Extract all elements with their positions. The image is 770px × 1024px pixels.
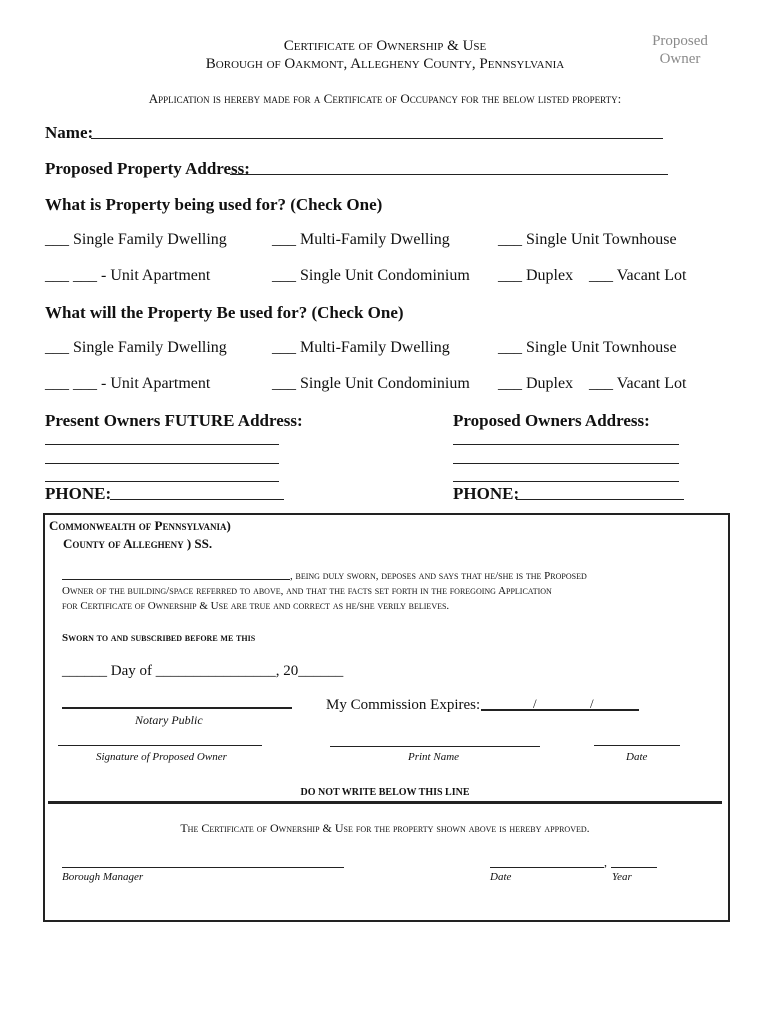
- present-address-line-1[interactable]: [45, 444, 279, 445]
- do-not-write-label: DO NOT WRITE BELOW THIS LINE: [300, 787, 470, 798]
- name-label: Name:: [45, 123, 94, 142]
- future-use-question: What will the Property Be used for? (Check One): [45, 303, 404, 322]
- affidavit-line-3: for Certificate of Ownership & Use are true and correct as he/she verily believes.: [62, 600, 450, 612]
- county-label: County of Allegheny ) SS.: [63, 536, 213, 551]
- present-owner-phone-line[interactable]: [110, 499, 284, 500]
- future-use-duplex[interactable]: ___ Duplex: [498, 375, 574, 392]
- day-of-month: ________________, 20: [155, 663, 299, 679]
- affidavit-line-2: Owner of the building/space referred to above, and that the facts set forth in the foregoing Application: [62, 585, 552, 597]
- current-use-townhouse[interactable]: ___ Single Unit Townhouse: [498, 231, 677, 248]
- day-of-year: ______: [298, 663, 344, 679]
- corner-label-line2: Owner: [659, 51, 701, 67]
- owner-signature-label: Signature of Proposed Owner: [96, 751, 227, 763]
- approval-date-comma: ,: [604, 855, 607, 869]
- present-address-line-3[interactable]: [45, 481, 279, 482]
- future-use-multi-family[interactable]: ___ Multi-Family Dwelling: [272, 339, 450, 356]
- proposed-owner-phone-label: PHONE:: [453, 484, 520, 503]
- proposed-address-line-1[interactable]: [453, 444, 679, 445]
- borough-manager-line[interactable]: [62, 867, 344, 868]
- proposed-address-line-2[interactable]: [453, 463, 679, 464]
- commission-expires-label: My Commission Expires:: [326, 697, 481, 713]
- notary-public-label: Notary Public: [135, 713, 203, 727]
- commonwealth-label: Commonwealth of Pennsylvania): [49, 518, 231, 533]
- notary-signature-line[interactable]: [62, 707, 292, 709]
- sworn-label: Sworn to and subscribed before me this: [62, 632, 256, 644]
- signature-date-label: Date: [626, 751, 648, 763]
- borough-manager-label: Borough Manager: [62, 871, 144, 883]
- commission-expires-line[interactable]: [481, 709, 639, 711]
- signature-date-line[interactable]: [594, 745, 680, 746]
- future-use-townhouse[interactable]: ___ Single Unit Townhouse: [498, 339, 677, 356]
- present-owner-address-label: Present Owners FUTURE Address:: [45, 411, 303, 430]
- proposed-owner-address-label: Proposed Owners Address:: [453, 411, 650, 430]
- day-of-field[interactable]: [62, 663, 343, 680]
- current-use-duplex[interactable]: ___ Duplex: [498, 267, 574, 284]
- current-use-vacant-lot[interactable]: ___ Vacant Lot: [589, 267, 687, 284]
- corner-label-line1: Proposed: [652, 33, 708, 49]
- future-use-single-family[interactable]: ___ Single Family Dwelling: [45, 339, 227, 356]
- commission-slash-2: /: [590, 696, 594, 711]
- approval-date-label: Date: [490, 871, 512, 883]
- current-use-single-family[interactable]: ___ Single Family Dwelling: [45, 231, 227, 248]
- form-intro: Application is hereby made for a Certificate of Occupancy for the below listed property:: [148, 91, 622, 106]
- day-of-prefix: ______ Day of: [62, 663, 152, 679]
- present-owner-phone-label: PHONE:: [45, 484, 112, 503]
- affidavit-line-1: , being duly sworn, deposes and says that he/she is the Proposed: [290, 570, 587, 582]
- proposed-address-line-3[interactable]: [453, 481, 679, 482]
- approval-year-label: Year: [612, 871, 632, 883]
- current-use-question: What is Property being used for? (Check One): [45, 195, 383, 214]
- current-use-multi-family[interactable]: ___ Multi-Family Dwelling: [272, 231, 450, 248]
- present-address-line-2[interactable]: [45, 463, 279, 464]
- address-input-line[interactable]: [230, 174, 668, 175]
- affiant-name-line[interactable]: [62, 579, 290, 580]
- address-label: Proposed Property Address:: [45, 159, 250, 178]
- current-use-apartment[interactable]: ___ ___ - Unit Apartment: [45, 267, 211, 284]
- commission-slash-1: /: [533, 696, 537, 711]
- print-name-label: Print Name: [408, 751, 460, 763]
- do-not-write-divider: [48, 801, 722, 804]
- current-use-condominium[interactable]: ___ Single Unit Condominium: [272, 267, 470, 284]
- form-title: Certificate of Ownership & Use: [283, 38, 487, 54]
- future-use-condominium[interactable]: ___ Single Unit Condominium: [272, 375, 470, 392]
- owner-signature-line[interactable]: [58, 745, 262, 746]
- name-input-line[interactable]: [91, 138, 663, 139]
- form-subtitle: Borough of Oakmont, Allegheny County, Pennsylvania: [205, 56, 565, 72]
- future-use-vacant-lot[interactable]: ___ Vacant Lot: [589, 375, 687, 392]
- approval-year-line[interactable]: [611, 867, 657, 868]
- print-name-line[interactable]: [330, 746, 540, 747]
- approval-date-line[interactable]: [490, 867, 604, 868]
- proposed-owner-phone-line[interactable]: [516, 499, 684, 500]
- future-use-apartment[interactable]: ___ ___ - Unit Apartment: [45, 375, 211, 392]
- approval-statement: The Certificate of Ownership & Use for the property shown above is hereby approved.: [180, 821, 590, 835]
